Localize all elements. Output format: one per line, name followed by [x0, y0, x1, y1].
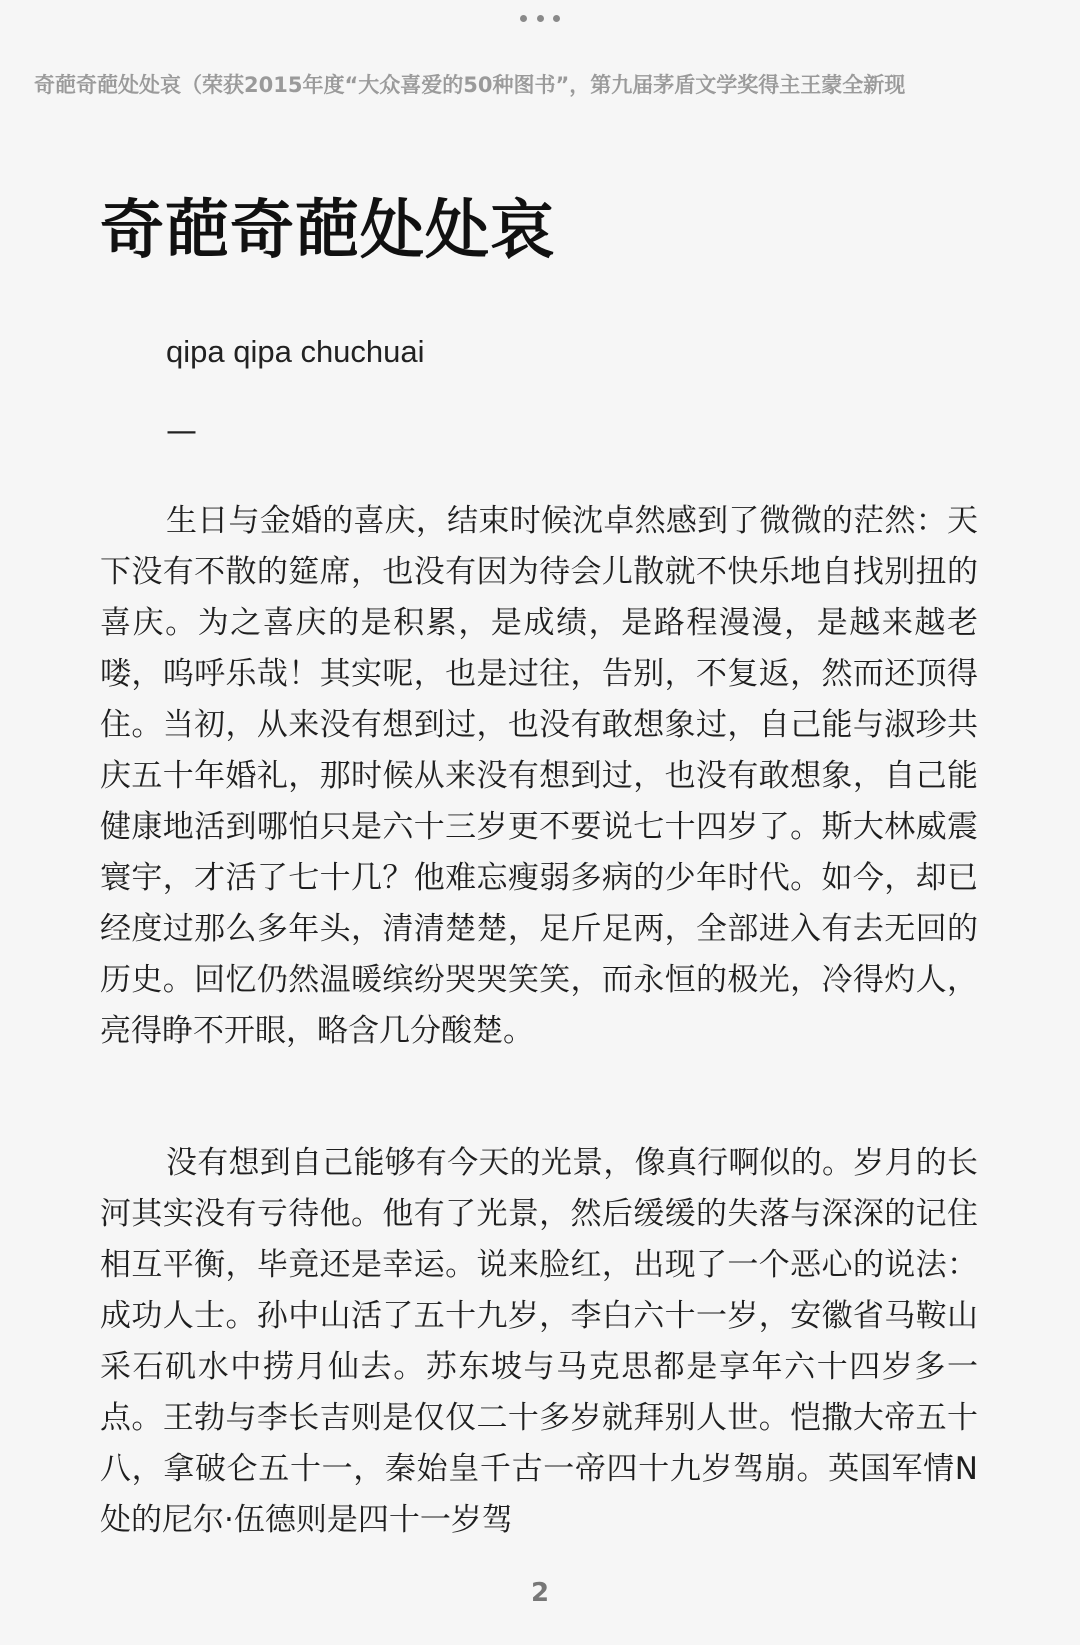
dot	[553, 15, 560, 22]
body-paragraph-1: 生日与金婚的喜庆，结束时候沈卓然感到了微微的茫然：天下没有不散的筵席，也没有因为待会儿散就不快乐地自找别扭的喜庆。为之喜庆的是积累，是成绩，是路程漫漫，是越来越老喽，呜呼乐哉！其实呢，也是过往，告别，不复返，然而还顶得住。当初，从来没有想到过，也没有敢想象过，自己能与淑珍共庆五十年婚礼，那时候从来没有想到过，也没有敢想象，自己能健康地活到哪怕只是六十三岁更不要说七十四岁了。斯大林威震寰宇，才活了七十几？他难忘瘦弱多病的少年时代。如今，却已经度过那么多年头，清清楚楚，足斤足两，全部进入有去无回的历史。回忆仍然温暖缤纷哭哭笑笑，而永恒的极光，冷得灼人，亮得睁不开眼，略含几分酸楚。	[100, 503, 978, 1049]
section-dash: —	[166, 413, 197, 449]
chapter-pinyin: qipa qipa chuchuai	[166, 334, 425, 369]
page-number: 2	[530, 1578, 550, 1608]
dot	[520, 15, 527, 22]
body-paragraph-2: 没有想到自己能够有今天的光景，像真行啊似的。岁月的长河其实没有亏待他。他有了光景，然后缓缓的失落与深深的记住相互平衡，毕竟还是幸运。说来脸红，出现了一个恶心的说法：成功人士。孙中山活了五十九岁，李白六十一岁，安徽省马鞍山采石矶水中捞月仙去。苏东坡与马克思都是享年六十四岁多一点。王勃与李长吉则是仅仅二十多岁就拜别人世。恺撒大帝五十八，拿破仑五十一，秦始皇千古一帝四十九岁驾崩。英国军情N处的尼尔·伍德则是四十一岁驾	[100, 1145, 978, 1538]
running-header-book-title: 奇葩奇葩处处哀（荣获2015年度“大众喜爱的50种图书”，第九届茅盾文学奖得主王蒙全新现	[34, 73, 906, 97]
chapter-title: 奇葩奇葩处处哀	[100, 194, 555, 268]
dot	[537, 15, 544, 22]
more-dots-icon[interactable]	[0, 8, 1080, 28]
